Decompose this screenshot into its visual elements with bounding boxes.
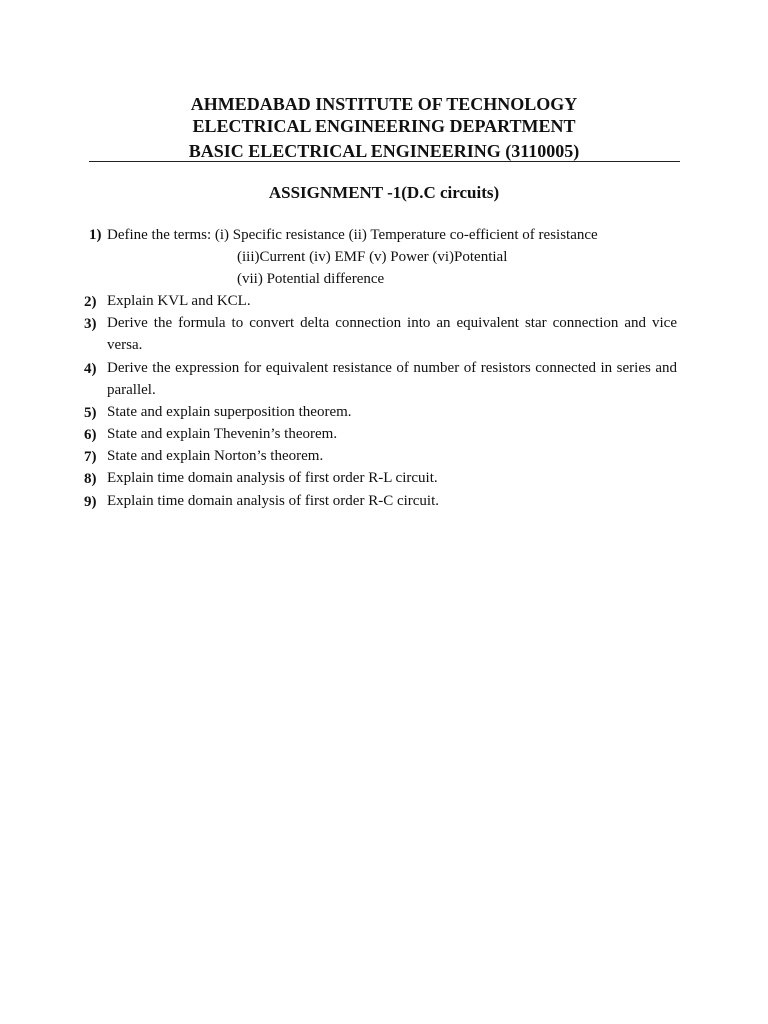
question-text: Explain KVL and KCL. — [107, 293, 251, 309]
question-number: 8) — [84, 471, 97, 487]
question-text: Define the terms: (i) Specific resistance (ii) Temperature co-efficient of resistance — [107, 227, 598, 243]
question-text: Derive the expression for equivalent resistance of number of resistors connected in series and parallel. — [107, 360, 677, 399]
question-text: State and explain Thevenin’s theorem. — [107, 426, 338, 442]
question-number: 2) — [84, 294, 97, 310]
question-text: State and explain superposition theorem. — [107, 404, 352, 420]
question-text: Explain time domain analysis of first order R-L circuit. — [107, 470, 438, 486]
question-number: 4) — [84, 361, 97, 377]
question-text: State and explain Norton’s theorem. — [107, 448, 324, 464]
question-continuation: (iii)Current (iv) EMF (v) Power (vi)Potential — [237, 249, 508, 265]
question-number: 6) — [84, 427, 97, 443]
assignment-title: ASSIGNMENT -1(D.C circuits) — [268, 183, 500, 202]
department-name: ELECTRICAL ENGINEERING DEPARTMENT — [192, 116, 576, 136]
question-number: 1) — [89, 227, 102, 243]
question-number: 3) — [84, 316, 97, 332]
course-title: BASIC ELECTRICAL ENGINEERING (3110005) — [188, 141, 580, 161]
question-text: Derive the formula to convert delta connection into an equivalent star connection and vice versa. — [107, 315, 677, 354]
question-number: 5) — [84, 405, 97, 421]
question-number: 9) — [84, 494, 97, 510]
header-divider — [89, 161, 680, 162]
question-text: Explain time domain analysis of first order R-C circuit. — [107, 493, 440, 509]
institute-name: AHMEDABAD INSTITUTE OF TECHNOLOGY — [190, 94, 578, 114]
question-number: 7) — [84, 449, 97, 465]
question-continuation: (vii) Potential difference — [237, 271, 385, 287]
